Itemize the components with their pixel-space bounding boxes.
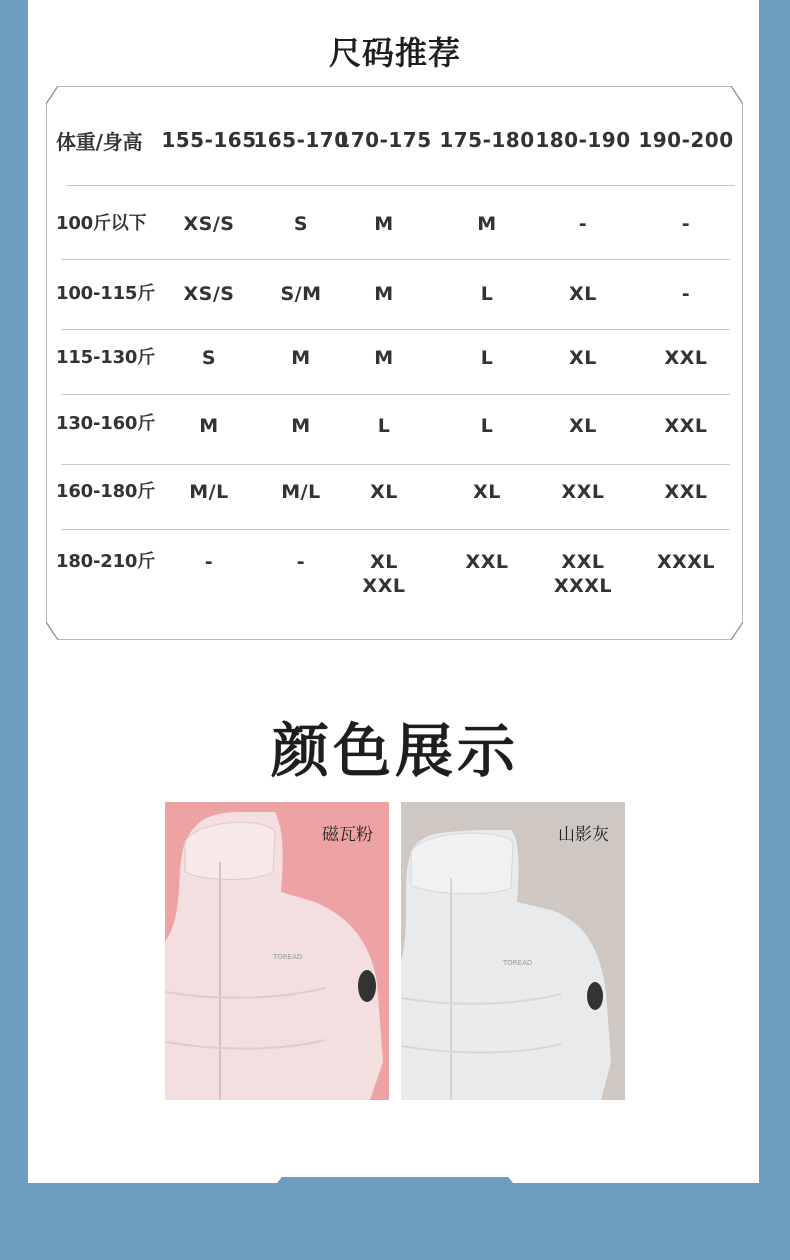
size-cell-r1-c1: XS/S bbox=[183, 213, 235, 235]
color-section-title: 颜色展示 bbox=[270, 717, 519, 785]
height-col-6: 190-200 bbox=[638, 128, 734, 152]
size-cell-r3-c5: XL bbox=[569, 347, 597, 369]
height-col-3: 170-175 bbox=[336, 128, 432, 152]
size-cell-r5-c1: M/L bbox=[189, 481, 229, 503]
weight-label-5: 160-180斤 bbox=[56, 481, 156, 502]
size-cell-r5-c5: XXL bbox=[561, 481, 605, 503]
height-col-2: 165-170 bbox=[253, 128, 349, 152]
size-cell-r4-c2: M bbox=[291, 415, 311, 437]
size-cell-r5-c6: XXL bbox=[664, 481, 708, 503]
size-cell-r2-c1: XS/S bbox=[183, 283, 235, 305]
weight-label-3: 115-130斤 bbox=[56, 347, 156, 368]
row-divider bbox=[61, 394, 730, 395]
size-cell-r3-c2: M bbox=[291, 347, 311, 369]
size-cell-r6-c2: - bbox=[296, 551, 306, 573]
size-cell-r1-c2: S bbox=[293, 213, 309, 235]
size-cell-r2-c2: S/M bbox=[280, 283, 322, 305]
size-cell-r1-c6: - bbox=[681, 213, 691, 235]
size-cell-r2-c5: XL bbox=[569, 283, 597, 305]
row-divider bbox=[66, 185, 735, 186]
size-cell-r2-c6: - bbox=[681, 283, 691, 305]
size-cell-r4-c4: L bbox=[480, 415, 494, 437]
size-cell-r3-c4: L bbox=[480, 347, 494, 369]
bottom-tab-notch bbox=[272, 1177, 518, 1189]
row-divider bbox=[61, 329, 730, 330]
size-cell-r4-c5: XL bbox=[569, 415, 597, 437]
size-cell-r4-c1: M bbox=[199, 415, 219, 437]
size-cell-r2-c3: M bbox=[374, 283, 394, 305]
size-cell-r3-c6: XXL bbox=[664, 347, 708, 369]
svg-text:TOREAD: TOREAD bbox=[503, 959, 533, 967]
corner-header: 体重/身高 bbox=[56, 130, 143, 154]
svg-text:TOREAD: TOREAD bbox=[273, 953, 303, 961]
size-cell-r3-c3: M bbox=[374, 347, 394, 369]
size-cell-r1-c5: - bbox=[578, 213, 588, 235]
size-section-title: 尺码推荐 bbox=[328, 34, 461, 72]
swatch-name-pink: 磁瓦粉 bbox=[322, 825, 373, 845]
size-cell-r6-c1: - bbox=[204, 551, 214, 573]
size-cell-r3-c1: S bbox=[201, 347, 217, 369]
size-cell-r4-c3: L bbox=[377, 415, 391, 437]
size-cell-r5-c2: M/L bbox=[281, 481, 321, 503]
row-divider bbox=[61, 464, 730, 465]
size-cell-r6-c5-line2: XXXL bbox=[553, 575, 613, 597]
size-cell-r6-c3: XL bbox=[370, 551, 398, 573]
size-cell-r6-c6: XXXL bbox=[656, 551, 716, 573]
row-divider bbox=[61, 529, 730, 530]
weight-label-1: 100斤以下 bbox=[56, 213, 147, 234]
swatch-name-grey: 山影灰 bbox=[558, 825, 609, 845]
size-cell-r6-c5: XXL bbox=[561, 551, 605, 573]
height-col-5: 180-190 bbox=[535, 128, 631, 152]
weight-label-2: 100-115斤 bbox=[56, 283, 156, 304]
swatch-pink[interactable] bbox=[165, 802, 389, 1100]
size-cell-r5-c3: XL bbox=[370, 481, 398, 503]
jacket-image-pink bbox=[165, 802, 389, 1100]
height-col-4: 175-180 bbox=[439, 128, 535, 152]
size-cell-r6-c4: XXL bbox=[465, 551, 509, 573]
size-cell-r5-c4: XL bbox=[473, 481, 501, 503]
size-cell-r1-c4: M bbox=[477, 213, 497, 235]
weight-label-6: 180-210斤 bbox=[56, 551, 156, 572]
jacket-image-grey bbox=[401, 802, 625, 1100]
weight-label-4: 130-160斤 bbox=[56, 413, 156, 434]
swatch-grey[interactable] bbox=[401, 802, 625, 1100]
size-cell-r4-c6: XXL bbox=[664, 415, 708, 437]
row-divider bbox=[61, 259, 730, 260]
size-table bbox=[46, 86, 743, 640]
size-cell-r6-c3-line2: XXL bbox=[362, 575, 406, 597]
height-col-1: 155-165 bbox=[161, 128, 257, 152]
size-cell-r1-c3: M bbox=[374, 213, 394, 235]
size-cell-r2-c4: L bbox=[480, 283, 494, 305]
